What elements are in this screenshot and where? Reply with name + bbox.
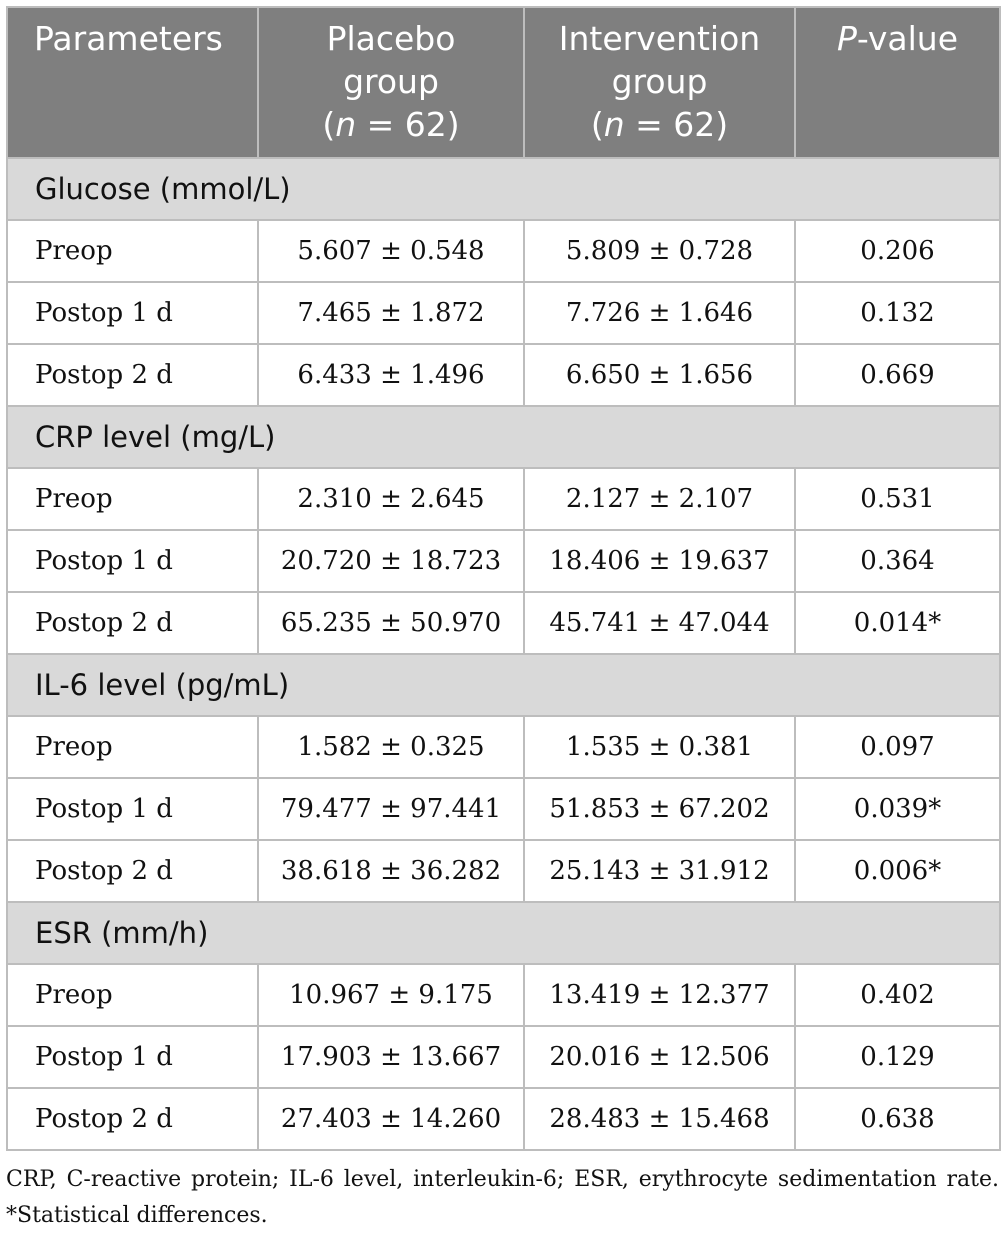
- placebo-value: 7.465 ± 1.872: [258, 282, 524, 344]
- placebo-value: 38.618 ± 36.282: [258, 840, 524, 902]
- section-title: CRP level (mg/L): [7, 406, 1000, 468]
- p-value: 0.364: [795, 530, 1000, 592]
- intervention-value: 28.483 ± 15.468: [524, 1088, 795, 1150]
- placebo-value: 27.403 ± 14.260: [258, 1088, 524, 1150]
- intervention-value: 20.016 ± 12.506: [524, 1026, 795, 1088]
- header-p-value: P-value: [795, 7, 1000, 158]
- table-row: [7, 778, 1000, 840]
- abbreviations-note: CRP, C-reactive protein; IL-6 level, interleukin-6; ESR, erythrocyte sedimentation rate.: [6, 1167, 999, 1192]
- row-label: Postop 1 d: [7, 1026, 258, 1088]
- row-label: Postop 2 d: [7, 840, 258, 902]
- section-title: ESR (mm/h): [7, 902, 1000, 964]
- placebo-value: 1.582 ± 0.325: [258, 716, 524, 778]
- table-row: [7, 964, 1000, 1026]
- table-row: [7, 468, 1000, 530]
- intervention-value: 45.741 ± 47.044: [524, 592, 795, 654]
- row-label: Postop 1 d: [7, 282, 258, 344]
- p-value: 0.039*: [795, 778, 1000, 840]
- placebo-value: 5.607 ± 0.548: [258, 220, 524, 282]
- table-row: [7, 592, 1000, 654]
- row-label: Postop 2 d: [7, 1088, 258, 1150]
- p-value: 0.097: [795, 716, 1000, 778]
- placebo-value: 2.310 ± 2.645: [258, 468, 524, 530]
- table-row: [7, 220, 1000, 282]
- p-value: 0.638: [795, 1088, 1000, 1150]
- placebo-value: 6.433 ± 1.496: [258, 344, 524, 406]
- p-value: 0.402: [795, 964, 1000, 1026]
- table-row: [7, 1088, 1000, 1150]
- table-row: [7, 344, 1000, 406]
- section-row: [7, 654, 1000, 716]
- row-label: Postop 1 d: [7, 530, 258, 592]
- intervention-value: 13.419 ± 12.377: [524, 964, 795, 1026]
- table-row: [7, 840, 1000, 902]
- intervention-value: 7.726 ± 1.646: [524, 282, 795, 344]
- table-row: [7, 282, 1000, 344]
- p-value: 0.006*: [795, 840, 1000, 902]
- section-row: [7, 902, 1000, 964]
- row-label: Postop 1 d: [7, 778, 258, 840]
- row-label: Postop 2 d: [7, 592, 258, 654]
- header-intervention-group: Intervention group (n = 62): [524, 7, 795, 158]
- intervention-n: (n = 62): [590, 105, 729, 144]
- table-row: [7, 716, 1000, 778]
- placebo-value: 79.477 ± 97.441: [258, 778, 524, 840]
- row-label: Postop 2 d: [7, 344, 258, 406]
- results-table: [6, 6, 1001, 1151]
- table-header: [7, 7, 1000, 158]
- row-label: Preop: [7, 964, 258, 1026]
- section-title: IL-6 level (pg/mL): [7, 654, 1000, 716]
- row-label: Preop: [7, 468, 258, 530]
- table-body: [7, 158, 1000, 1150]
- p-value: 0.129: [795, 1026, 1000, 1088]
- significance-note: *Statistical differences.: [6, 1203, 268, 1228]
- placebo-value: 20.720 ± 18.723: [258, 530, 524, 592]
- p-value: 0.669: [795, 344, 1000, 406]
- intervention-value: 2.127 ± 2.107: [524, 468, 795, 530]
- section-title: Glucose (mmol/L): [7, 158, 1000, 220]
- table-footnote: [6, 1162, 999, 1234]
- placebo-n: (n = 62): [322, 105, 460, 144]
- table-row: [7, 1026, 1000, 1088]
- placebo-value: 10.967 ± 9.175: [258, 964, 524, 1026]
- p-value: 0.014*: [795, 592, 1000, 654]
- placebo-value: 17.903 ± 13.667: [258, 1026, 524, 1088]
- row-label: Preop: [7, 220, 258, 282]
- row-label: Preop: [7, 716, 258, 778]
- header-placebo-group: Placebo group (n = 62): [258, 7, 524, 158]
- intervention-value: 5.809 ± 0.728: [524, 220, 795, 282]
- p-value: 0.206: [795, 220, 1000, 282]
- section-row: [7, 406, 1000, 468]
- p-value: 0.531: [795, 468, 1000, 530]
- intervention-value: 51.853 ± 67.202: [524, 778, 795, 840]
- p-value: 0.132: [795, 282, 1000, 344]
- section-row: [7, 158, 1000, 220]
- placebo-value: 65.235 ± 50.970: [258, 592, 524, 654]
- header-parameters: Parameters: [7, 7, 258, 158]
- intervention-value: 18.406 ± 19.637: [524, 530, 795, 592]
- table-row: [7, 530, 1000, 592]
- intervention-value: 1.535 ± 0.381: [524, 716, 795, 778]
- intervention-value: 6.650 ± 1.656: [524, 344, 795, 406]
- intervention-value: 25.143 ± 31.912: [524, 840, 795, 902]
